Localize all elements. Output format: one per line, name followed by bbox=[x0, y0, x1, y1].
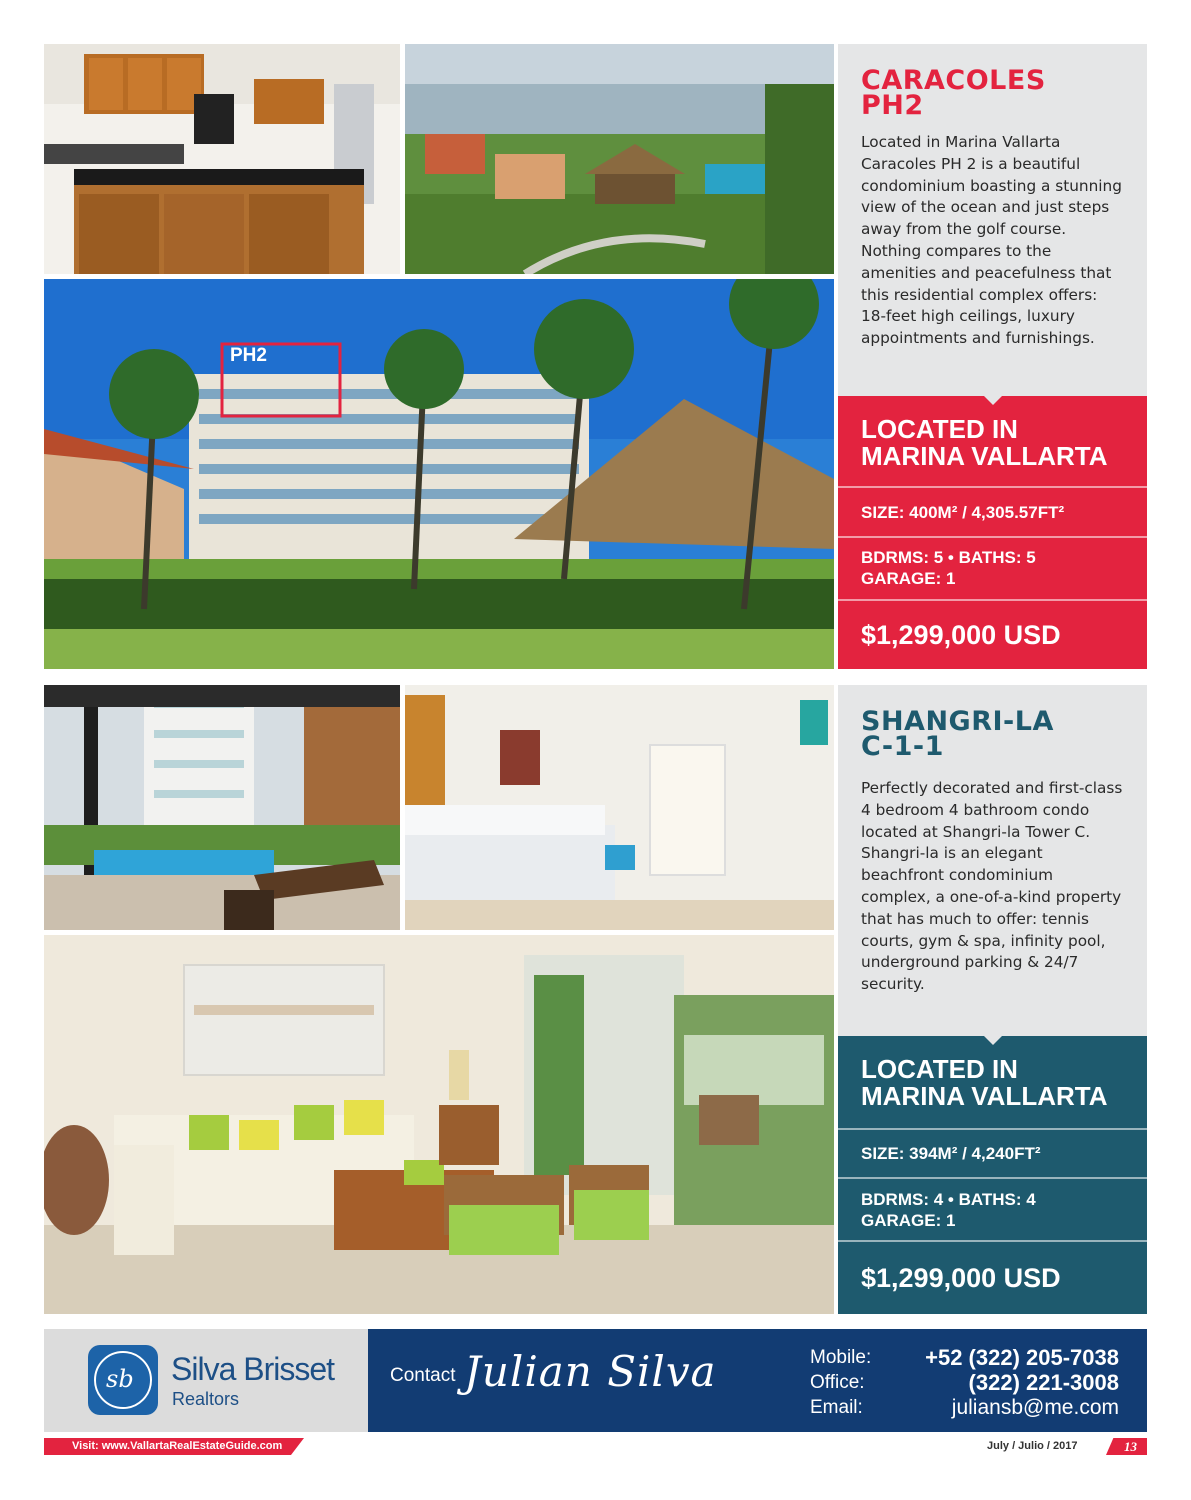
email-link[interactable]: juliansb@me.com bbox=[951, 1396, 1119, 1419]
mobile-label: Mobile: bbox=[810, 1347, 872, 1368]
listing-2-description-panel bbox=[838, 685, 1147, 1036]
listing-1-title bbox=[861, 65, 1131, 121]
building-exterior-photo bbox=[44, 279, 834, 669]
listing-2-size: SIZE: 394M² / 4,240FT² bbox=[861, 1144, 1041, 1163]
listing-1-garage: GARAGE: 1 bbox=[861, 569, 956, 588]
visit-link[interactable]: Visit: www.VallartaRealEstateGuide.com bbox=[72, 1440, 283, 1452]
agency-logo-block bbox=[44, 1329, 368, 1432]
living-room-photo bbox=[44, 935, 834, 1314]
listing-1-location-line2: MARINA VALLARTA bbox=[861, 441, 1108, 471]
listing-2-title-line1: SHANGRI-LA bbox=[861, 706, 1054, 737]
listing-1-price: $1,299,000 USD bbox=[861, 620, 1061, 650]
listing-1-divider-2 bbox=[838, 536, 1147, 538]
contact-label: Contact bbox=[390, 1365, 456, 1386]
listing-1-location-line1: LOCATED IN bbox=[861, 414, 1018, 444]
page-number: 13 bbox=[1124, 1439, 1137, 1454]
listing-2-garage: GARAGE: 1 bbox=[861, 1211, 956, 1230]
agency-logo-initials: sb bbox=[106, 1365, 134, 1393]
listing-1-info-box bbox=[838, 396, 1147, 669]
listing-2-rooms bbox=[861, 1189, 1036, 1231]
listing-2-location-line1: LOCATED IN bbox=[861, 1054, 1018, 1084]
listing-1-notch bbox=[983, 395, 1003, 405]
contact-block bbox=[368, 1329, 1147, 1432]
listing-1-title-line1: CARACOLES bbox=[861, 65, 1046, 96]
listing-1-title-line2: PH2 bbox=[861, 90, 924, 121]
kitchen-photo bbox=[44, 44, 400, 274]
listing-2-notch bbox=[983, 1035, 1003, 1045]
listing-2-location-line2: MARINA VALLARTA bbox=[861, 1081, 1108, 1111]
office-number[interactable]: (322) 221-3008 bbox=[968, 1370, 1119, 1395]
listing-1-rooms bbox=[861, 547, 1036, 589]
email-label: Email: bbox=[810, 1397, 863, 1418]
listing-1-description: Located in Marina Vallarta Caracoles PH 2 is a beautiful condominium boasting a stunning view of the ocean and just steps away from the golf course. Nothing compares to the amenities and peacefulness that this residential complex offers: 18-feet high ceilings, luxury appointments and furnishings. bbox=[861, 133, 1122, 348]
contact-name: Julian Silva bbox=[464, 1347, 717, 1396]
agency-name: Silva Brisset bbox=[171, 1351, 335, 1387]
listing-2-title-line2: C-1-1 bbox=[861, 731, 944, 762]
listing-2-beds-baths: BDRMS: 4 • BATHS: 4 bbox=[861, 1190, 1036, 1209]
listing-1-size: SIZE: 400M² / 4,305.57FT² bbox=[861, 503, 1065, 522]
listing-2-description: Perfectly decorated and first-class 4 bedroom 4 bathroom condo located at Shangri-la Tower C. Shangri-la is an elegant beachfront condominium complex, a one-of-a-kind property that has much to offer: tennis courts, gym & spa, infinity pool, underground parking & 24/7 security. bbox=[861, 779, 1123, 994]
listing-1-divider-1 bbox=[838, 486, 1147, 488]
listing-2-price: $1,299,000 USD bbox=[861, 1263, 1061, 1293]
office-label: Office: bbox=[810, 1372, 865, 1393]
listing-1-beds-baths: BDRMS: 5 • BATHS: 5 bbox=[861, 548, 1036, 567]
listing-2-info-box bbox=[838, 1036, 1147, 1314]
listing-1-description-panel bbox=[838, 44, 1147, 396]
agency-logo-icon bbox=[88, 1345, 158, 1415]
listing-2-divider-2 bbox=[838, 1177, 1147, 1179]
issue-date: July / Julio / 2017 bbox=[987, 1440, 1078, 1452]
ocean-view-photo bbox=[405, 44, 834, 274]
listing-2-title bbox=[861, 706, 1131, 762]
listing-2-location bbox=[861, 1056, 1107, 1110]
listing-1-divider-3 bbox=[838, 599, 1147, 601]
agency-subtitle: Realtors bbox=[172, 1389, 240, 1409]
listing-2-divider-3 bbox=[838, 1240, 1147, 1242]
pool-terrace-photo bbox=[44, 685, 400, 930]
listing-2-divider-1 bbox=[838, 1128, 1147, 1130]
bedroom-photo bbox=[405, 685, 834, 930]
mobile-number[interactable]: +52 (322) 205-7038 bbox=[925, 1345, 1119, 1370]
ph2-marker-label: PH2 bbox=[230, 345, 267, 366]
listing-1-location bbox=[861, 416, 1107, 470]
